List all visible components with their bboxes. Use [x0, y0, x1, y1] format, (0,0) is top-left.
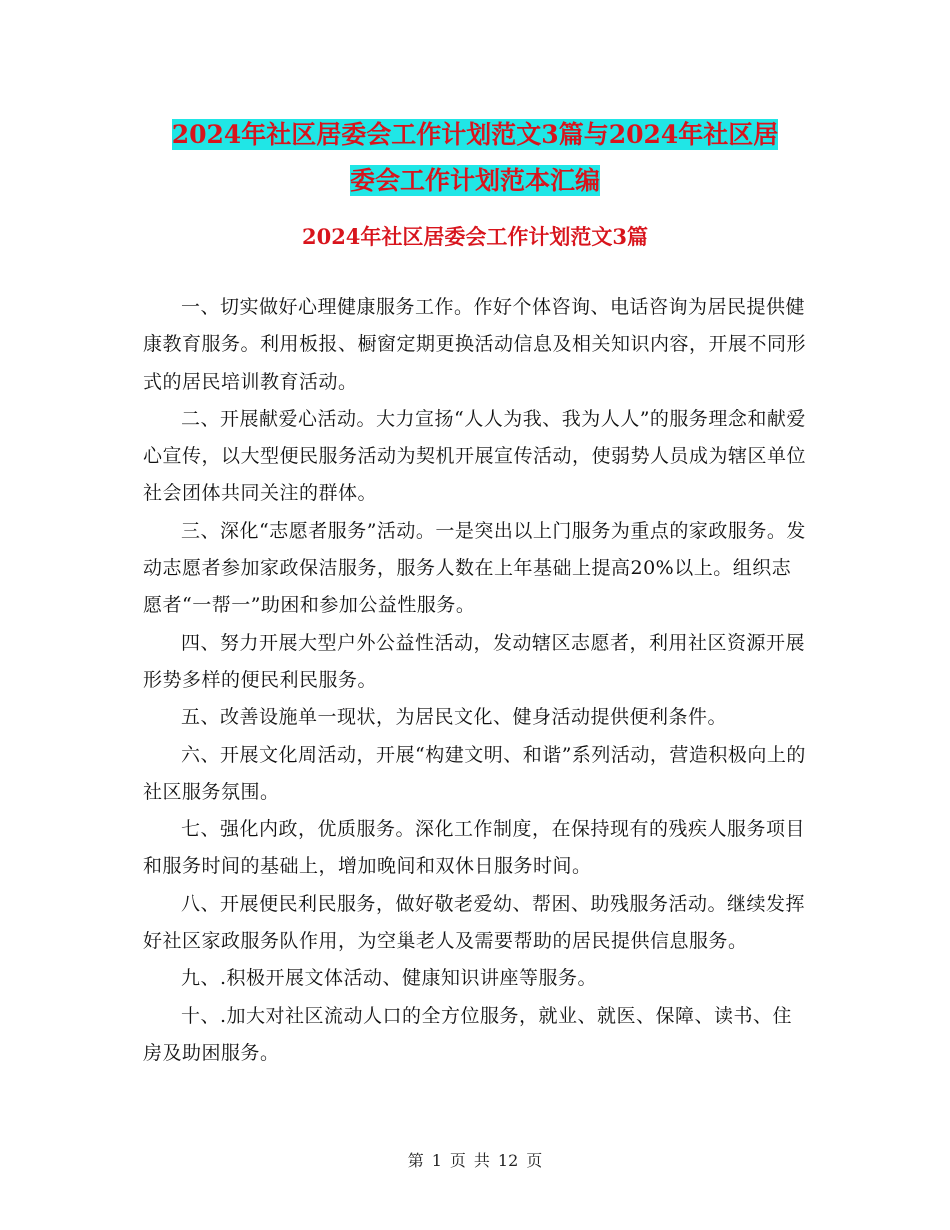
footer-label-page: 第	[407, 1151, 424, 1170]
footer-label-ye: 页	[449, 1151, 466, 1170]
paragraph-1: 一、切实做好心理健康服务工作。作好个体咨询、电话咨询为居民提供健康教育服务。利用板报、橱窗定期更换活动信息及相关知识内容，开展不同形式的居民培训教育活动。	[143, 296, 807, 393]
footer-label-ye2: 页	[526, 1151, 543, 1170]
paragraph-7: 七、强化内政，优质服务。深化工作制度，在保持现有的残疾人服务项目和服务时间的基础上，增加晚间和双休日服务时间。	[143, 818, 806, 878]
paragraph-9: 九、.积极开展文体活动、健康知识讲座等服务。	[181, 967, 598, 990]
footer-current-page: 1	[431, 1151, 442, 1170]
paragraph-10: 十、.加大对社区流动人口的全方位服务，就业、就医、保障、读书、住房及助困服务。	[143, 1004, 793, 1064]
footer-total-pages: 12	[497, 1151, 519, 1170]
paragraph-8: 八、开展便民利民服务，做好敬老爱幼、帮困、助残服务活动。继续发挥好社区家政服务队作用，为空巢老人及需要帮助的居民提供信息服务。	[143, 892, 806, 953]
footer-label-total: 共	[473, 1151, 490, 1170]
paragraph-4: 四、努力开展大型户外公益性活动，发动辖区志愿者，利用社区资源开展形势多样的便民利民服务。	[143, 631, 806, 691]
page-footer	[0, 1150, 950, 1172]
title-line-1: 2024年社区居委会工作计划范文3篇与2024年社区居	[171, 120, 779, 149]
paragraph-2: 二、开展献爱心活动。大力宣扬“人人为我、我为人人”的服务理念和献爱心宣传，以大型便民服务活动为契机开展宣传活动，使弱势人员成为辖区单位社会团体共同关注的群体。	[143, 407, 807, 505]
paragraph-3: 三、深化“志愿者服务”活动。一是突出以上门服务为重点的家政服务。发动志愿者参加家政保洁服务，服务人数在上年基础上提高20%以上。组织志愿者“一帮一”助困和参加公益性服务。	[143, 519, 806, 617]
title-line-2: 委会工作计划范本汇编	[349, 166, 600, 195]
document-body	[143, 289, 807, 1072]
paragraph-5: 五、改善设施单一现状，为居民文化、健身活动提供便利条件。	[181, 706, 728, 729]
document-title	[140, 112, 810, 204]
section-subtitle: 2024年社区居委会工作计划范文3篇	[301, 224, 649, 249]
paragraph-6: 六、开展文化周活动，开展“构建文明、和谐”系列活动，营造积极向上的社区服务氛围。	[143, 743, 806, 803]
